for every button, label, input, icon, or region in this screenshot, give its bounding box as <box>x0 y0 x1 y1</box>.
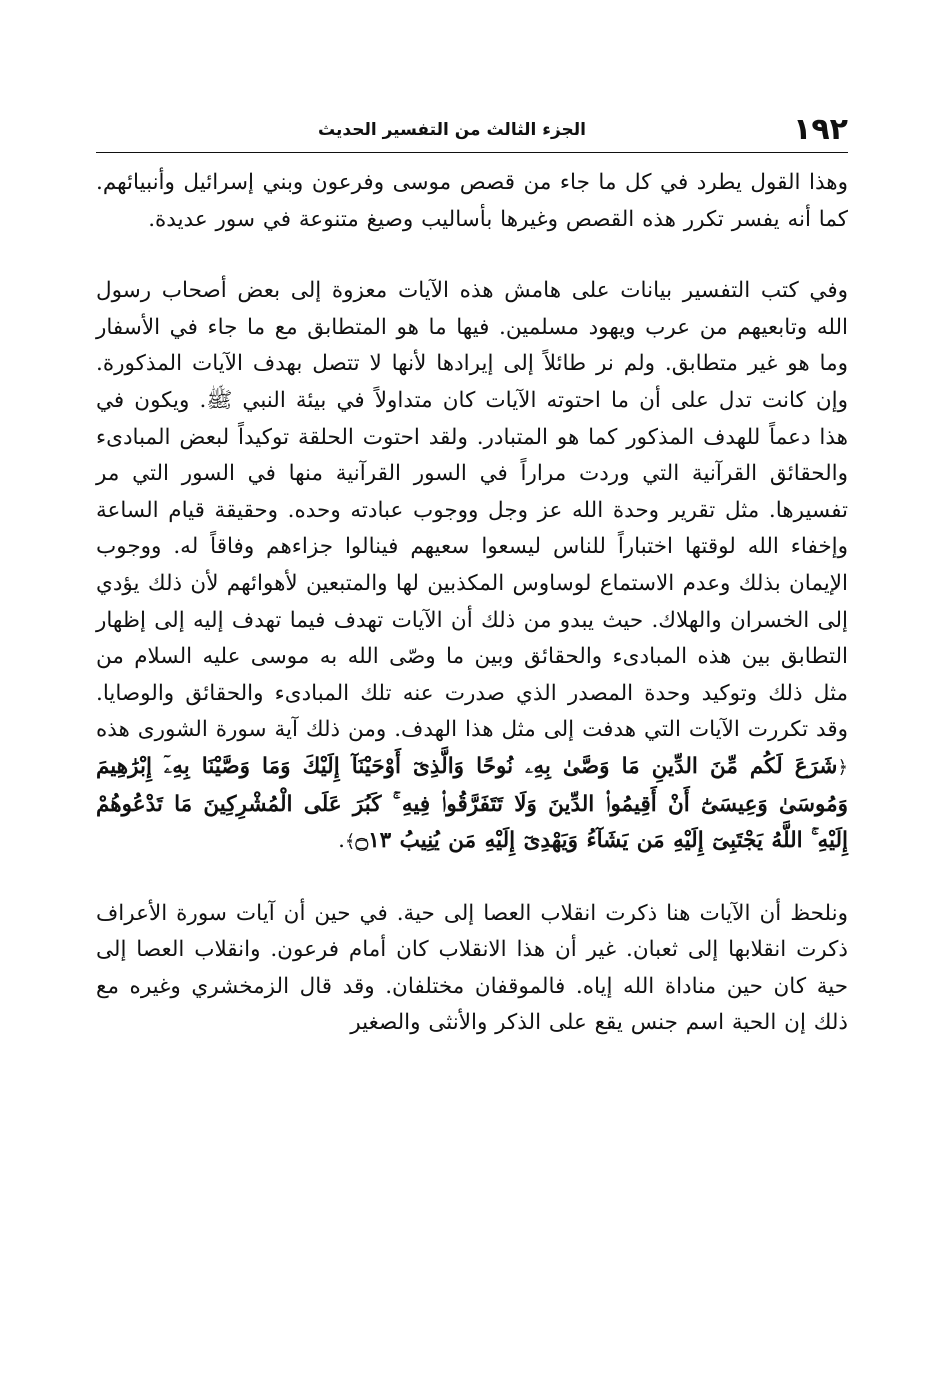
quran-verse: شَرَعَ لَكُم مِّنَ الدِّينِ مَا وَصَّىٰ بِهِۦ نُوحًا وَالَّذِىٓ أَوْحَيْنَآ إِلَيْكَ وَمَا وَصَّيْنَا بِهِۦٓ إِبْرَٰهِيمَ وَمُوسَىٰ وَعِيسَىٰٓ أَنْ أَقِيمُوا۟ الدِّينَ وَلَا تَتَفَرَّقُوا۟ فِيهِ ۚ كَبُرَ عَلَى الْمُشْرِكِينَ مَا تَدْعُوهُمْ إِلَيْهِ ۚ اللَّهُ يَجْتَبِىٓ إِلَيْهِ مَن يَشَآءُ وَيَهْدِىٓ إِلَيْهِ مَن يُنِيبُ ۝١٣ <box>96 753 848 854</box>
page-number: ١٩٢ <box>793 112 848 147</box>
paragraph-2-end: . <box>338 828 345 854</box>
page-header <box>96 110 848 153</box>
running-title: الجزء الثالث من التفسير الحديث <box>318 120 586 140</box>
quran-bracket-close: ﴾ <box>344 831 356 853</box>
paragraph-3: ونلحظ أن الآيات هنا ذكرت انقلاب العصا إلى حية. في حين أن آيات سورة الأعراف ذكرت انقلابها إلى ثعبان. غير أن هذا الانقلاب كان أمام فرعون. وانقلاب العصا إلى حية كان حين مناداة الله إياه. فالموقفان مختلفان. وقد قال الزمخشري وغيره مع ذلك إن الحية اسم جنس يقع على الذكر والأنثى والصغير <box>96 900 848 1036</box>
quran-bracket-open: ﴿ <box>837 756 848 778</box>
document-page <box>96 110 848 1310</box>
paragraph-2 <box>96 273 848 861</box>
paragraph-2-text: وفي كتب التفسير بيانات على هامش هذه الآيات معزوة إلى بعض أصحاب رسول الله وتابعيهم من عرب ويهود مسلمين. فيها ما هو المتطابق مع ما جاء في الأسفار وما هو غير متطابق. ولم نر طائلاً إلى إيرادها لأنها لا تتصل بهدف الآيات المذكورة. وإن كانت تدل على أن ما احتوته الآيات كان متداولاً في بيئة النبي ﷺ. ويكون في هذا دعماً للهدف المذكور كما هو المتبادر. ولقد احتوت الحلقة توكيداً لبعض المبادىء والحقائق القرآنية التي وردت مراراً في السور القرآنية منها في السور التي مر تفسيرها. مثل تقرير وحدة الله عز وجل ووجوب عبادته وحده. وحقيقة قيام الساعة وإخفاء الله لوقتها اختباراً للناس ليسعوا سعيهم فينالوا جزاءهم وفاقاً له. ووجوب الإيمان بذلك وعدم الاستماع لوساوس المكذبين لها والمتبعين لأهوائهم لأن ذلك يؤدي إلى الخسران والهلاك. حيث يبدو من ذلك أن الآيات تهدف فيما تهدف إليه إلى إظهار التطابق بين هذه المبادىء والحقائق وبين ما وصّى الله به موسى عليه السلام من مثل ذلك وتوكيد وحدة المصدر الذي صدرت عنه تلك المبادىء والحقائق والوصايا. وقد تكررت الآيات التي هدفت إلى مثل هذا الهدف. ومن ذلك آية سورة الشورى هذه <box>96 278 848 743</box>
paragraph-1: وهذا القول يطرد في كل ما جاء من قصص موسى وفرعون وبني إسرائيل وأنبيائهم. كما أنه يفسر تكرر هذه القصص وغيرها بأساليب وصيغ متنوعة في سور عديدة. <box>96 170 848 232</box>
